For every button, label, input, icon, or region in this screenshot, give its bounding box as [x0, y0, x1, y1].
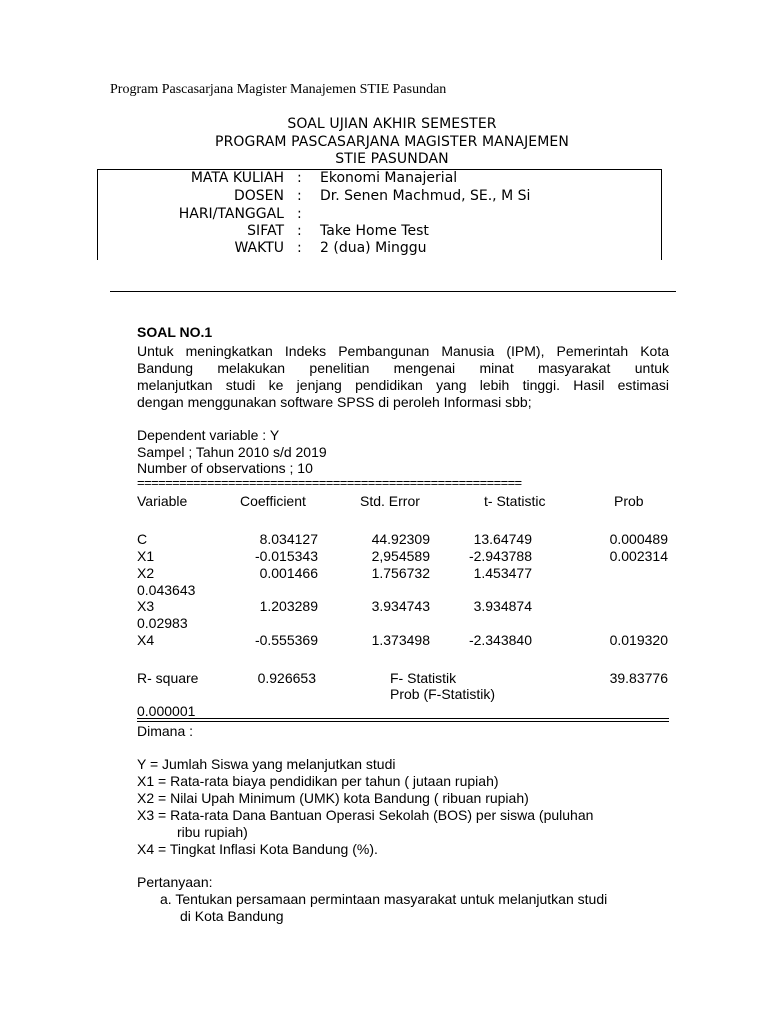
col-header-t-statistic: t- Statistic — [484, 493, 546, 509]
info-colon: : — [297, 206, 302, 222]
horizontal-rule — [110, 291, 676, 292]
info-value-sifat: Take Home Test — [320, 223, 429, 239]
row-t-statistic: 1.453477 — [473, 565, 532, 581]
double-rule — [137, 718, 669, 719]
observation-count: Number of observations ; 10 — [137, 460, 313, 476]
row-std-error: 1.756732 — [371, 565, 430, 581]
info-label-waktu: WAKTU — [234, 240, 284, 256]
col-header-coefficient: Coefficient — [240, 493, 306, 509]
f-statistic-label: F- Statistik — [390, 670, 457, 686]
info-colon: : — [297, 223, 302, 239]
r-square-label: R- square — [137, 670, 199, 686]
question-a-cont: di Kota Bandung — [180, 908, 284, 924]
question-title: SOAL NO.1 — [137, 324, 213, 340]
program-title: PROGRAM PASCASARJANA MAGISTER MANAJEMEN — [215, 134, 569, 150]
dependent-variable: Dependent variable : Y — [137, 427, 280, 443]
row-t-statistic: 13.64749 — [473, 531, 532, 547]
institution-title: STIE PASUNDAN — [335, 151, 449, 167]
prob-f-label: Prob (F-Statistik) — [390, 686, 496, 702]
exam-title: SOAL UJIAN AKHIR SEMESTER — [287, 116, 497, 132]
intro-line: melanjutkan studi ke jenjang pendidikan yang lebih tinggi. Hasil estimasi — [137, 377, 669, 393]
row-coefficient: 1.203289 — [259, 598, 318, 614]
row-std-error: 3.934743 — [371, 598, 430, 614]
row-std-error: 2,954589 — [371, 548, 430, 564]
row-variable: X4 — [137, 632, 155, 648]
sample-period: Sampel ; Tahun 2010 s/d 2019 — [137, 444, 327, 460]
row-t-statistic: -2.343840 — [468, 632, 532, 648]
definition-x1: X1 = Rata-rata biaya pendidikan per tahun ( jutaan rupiah) — [137, 773, 499, 789]
row-variable: X3 — [137, 598, 155, 614]
question-a: a. Tentukan persamaan permintaan masyarakat untuk melanjutkan studi — [160, 891, 608, 907]
col-header-prob: Prob — [614, 493, 644, 509]
double-rule — [137, 721, 669, 722]
row-prob: 0.019320 — [609, 632, 668, 648]
row-prob-wrapped: 0.02983 — [137, 615, 188, 631]
f-statistic-value: 39.83776 — [609, 670, 668, 686]
col-header-variable: Variable — [137, 493, 188, 509]
row-variable: X1 — [137, 548, 155, 564]
info-value-mata-kuliah: Ekonomi Manajerial — [320, 170, 458, 186]
pertanyaan-label: Pertanyaan: — [137, 874, 213, 890]
info-value-dosen: Dr. Senen Machmud, SE., M Si — [320, 188, 531, 204]
info-value-waktu: 2 (dua) Minggu — [320, 240, 427, 256]
definition-x3-cont: ribu rupiah) — [177, 824, 248, 840]
info-label-sifat: SIFAT — [247, 223, 284, 239]
dimana-label: Dimana : — [137, 723, 194, 739]
row-variable: C — [137, 531, 148, 547]
intro-line: Bandung melakukan penelitian mengenai minat masyarakat untuk — [137, 360, 669, 376]
definition-x2: X2 = Nilai Upah Minimum (UMK) kota Bandung ( ribuan rupiah) — [137, 790, 529, 806]
row-coefficient: 0.001466 — [259, 565, 318, 581]
info-label-mata-kuliah: MATA KULIAH — [190, 170, 284, 186]
row-std-error: 44.92309 — [371, 531, 430, 547]
row-prob-wrapped: 0.043643 — [137, 582, 196, 598]
definition-x4: X4 = Tingkat Inflasi Kota Bandung (%). — [137, 841, 378, 857]
row-coefficient: -0.015343 — [254, 548, 318, 564]
definition-y: Y = Jumlah Siswa yang melanjutkan studi — [137, 756, 396, 772]
info-colon: : — [297, 170, 302, 186]
info-colon: : — [297, 240, 302, 256]
row-t-statistic: 3.934874 — [473, 598, 532, 614]
table-separator: ======================================================= — [137, 475, 522, 490]
row-prob: 0.002314 — [609, 548, 668, 564]
row-std-error: 1.373498 — [371, 632, 430, 648]
document-header: Program Pascasarjana Magister Manajemen STIE Pasundan — [110, 82, 447, 97]
row-coefficient: 8.034127 — [259, 531, 318, 547]
intro-line: dengan menggunakan software SPSS di peroleh Informasi sbb; — [137, 394, 532, 410]
row-t-statistic: -2.943788 — [468, 548, 532, 564]
row-coefficient: -0.555369 — [254, 632, 318, 648]
definition-x3: X3 = Rata-rata Dana Bantuan Operasi Sekolah (BOS) per siswa (puluhan — [137, 807, 594, 823]
info-label-hari-tanggal: HARI/TANGGAL — [178, 206, 284, 222]
prob-f-value: 0.000001 — [137, 703, 196, 719]
col-header-std-error: Std. Error — [360, 493, 420, 509]
row-variable: X2 — [137, 565, 155, 581]
info-colon: : — [297, 188, 302, 204]
intro-line: Untuk meningkatkan Indeks Pembangunan Manusia (IPM), Pemerintah Kota — [137, 343, 669, 359]
info-label-dosen: DOSEN — [233, 188, 284, 204]
r-square-value: 0.926653 — [257, 670, 316, 686]
row-prob: 0.000489 — [609, 531, 668, 547]
